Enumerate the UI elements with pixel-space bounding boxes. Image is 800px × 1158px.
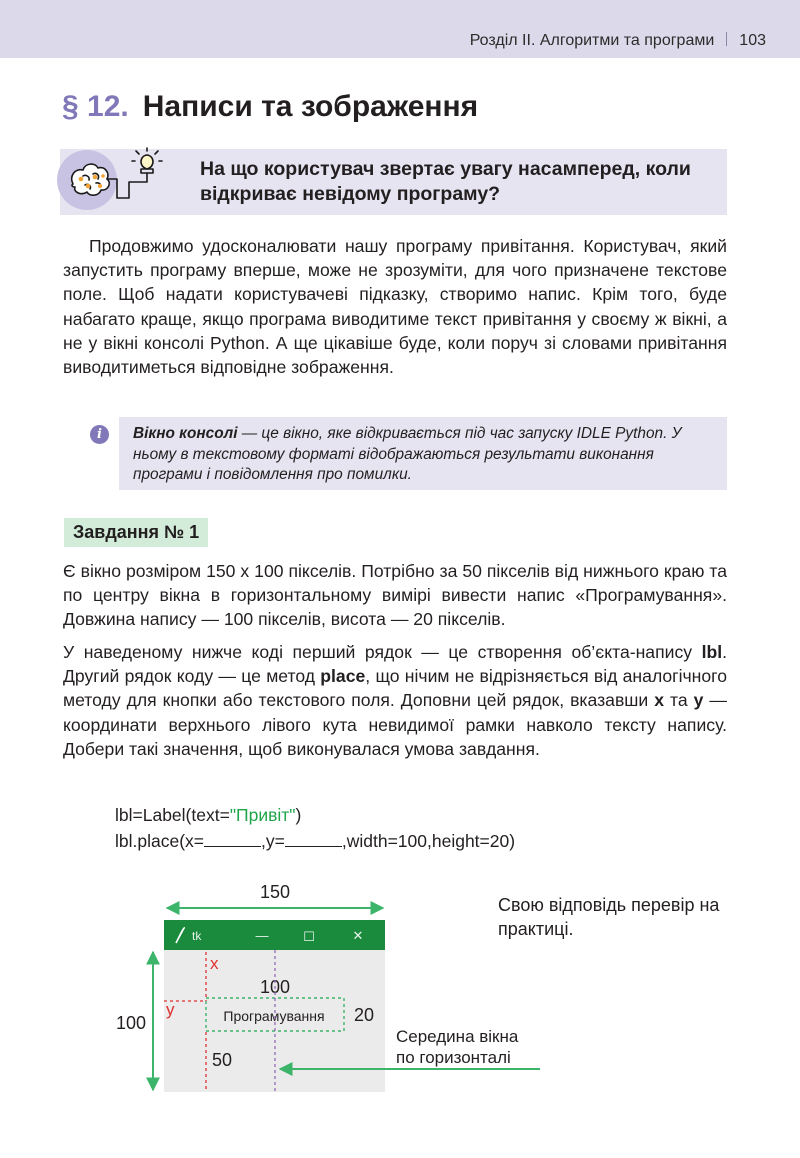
page-title [62, 90, 478, 124]
window-height-label: 100 [116, 1013, 147, 1033]
brain-lightbulb-icon [55, 146, 175, 216]
label-text: Програмування [223, 1008, 325, 1024]
window-width-label: 150 [259, 882, 291, 902]
definition-text [133, 424, 713, 486]
question-text: На що користувач звертає увагу насамперед, коли відкриває невідому програму? [200, 158, 691, 205]
label-width: 100 [259, 977, 291, 997]
task-paragraph-2: У наведеному нижче коді перший рядок — це створення об’єкта-напису lbl. Другий рядок коду — це метод place, що нічим не відрізняється від аналогічного методу для кнопки або текстового поля. Доповни цей рядок, вказавши x та y — координати верхнього лівого кута невидимої рамки навколо тексту напису. Добери такі значення, щоб виконувалася умова завдання. [63, 642, 727, 759]
code-term-lbl: lbl [701, 642, 723, 662]
y-label: y [166, 1000, 175, 1019]
minimize-icon: — [255, 928, 269, 943]
answer-note: Свою відповідь перевір на практиці. [498, 895, 720, 939]
task-paragraph-1: Є вікно розміром 150 x 100 пікселів. Потрібно за 50 пікселів від нижнього краю та по центру вікна в горизонтальному вимірі вивести напис «Програмування». Довжина напису — 100 пікселів, висота — 20 пікселів. [63, 561, 727, 630]
center-note-line-2: по горизонталі [396, 1048, 511, 1067]
code-line-2: lbl.place(x= ,y= ,width=100,height=20) [115, 831, 516, 851]
blank-x [204, 832, 261, 847]
section-number: § 12. [62, 90, 129, 123]
info-icon: i [90, 425, 109, 444]
code-term-x: x [654, 690, 665, 711]
code-line-1: lbl=Label(text="Привіт") [115, 805, 302, 825]
code-string: "Привіт" [229, 805, 296, 825]
code-term-y: y [693, 690, 704, 711]
definition-term: Вікно консолі [133, 425, 238, 442]
task-label: Завдання № 1 [64, 518, 208, 547]
intro-paragraph: Продовжимо удосконалювати нашу програму привітання. Користувач, який запустить програму вперше, може не зрозуміти, для чого призначене текстове поле. Щоб надати користувачеві підказку, створимо напис. Крім того, буде набагато краще, якщо програма виводитиме текст привітання у своєму ж вікні, а не у вікні консолі Python. А ще цікавіше буде, коли поруч зі словами привітання виводитиметься відповідне зображення. [63, 236, 727, 378]
maximize-icon: ☐ [303, 929, 315, 944]
x-label: x [210, 954, 219, 973]
section-heading: Написи та зображення [142, 90, 479, 123]
definition-body: — це вікно, яке відкривається під час запуску IDLE Python. У ньому в текстовому форматі відображаються результати виконання програми і повідомлення про помилки. [133, 425, 682, 483]
running-header-text [470, 32, 766, 50]
bottom-offset-label: 50 [212, 1050, 233, 1070]
header-divider [726, 32, 727, 46]
section-title: Розділ ІІ. Алгоритми та програми [469, 32, 715, 49]
close-icon: ✕ [352, 928, 364, 943]
page-number: 103 [739, 32, 766, 49]
label-height: 20 [354, 1005, 375, 1025]
code-term-place: place [320, 666, 366, 687]
blank-y [285, 832, 342, 847]
center-note-line-1: Середина вікна [396, 1027, 519, 1046]
window-title: tk [192, 929, 202, 943]
